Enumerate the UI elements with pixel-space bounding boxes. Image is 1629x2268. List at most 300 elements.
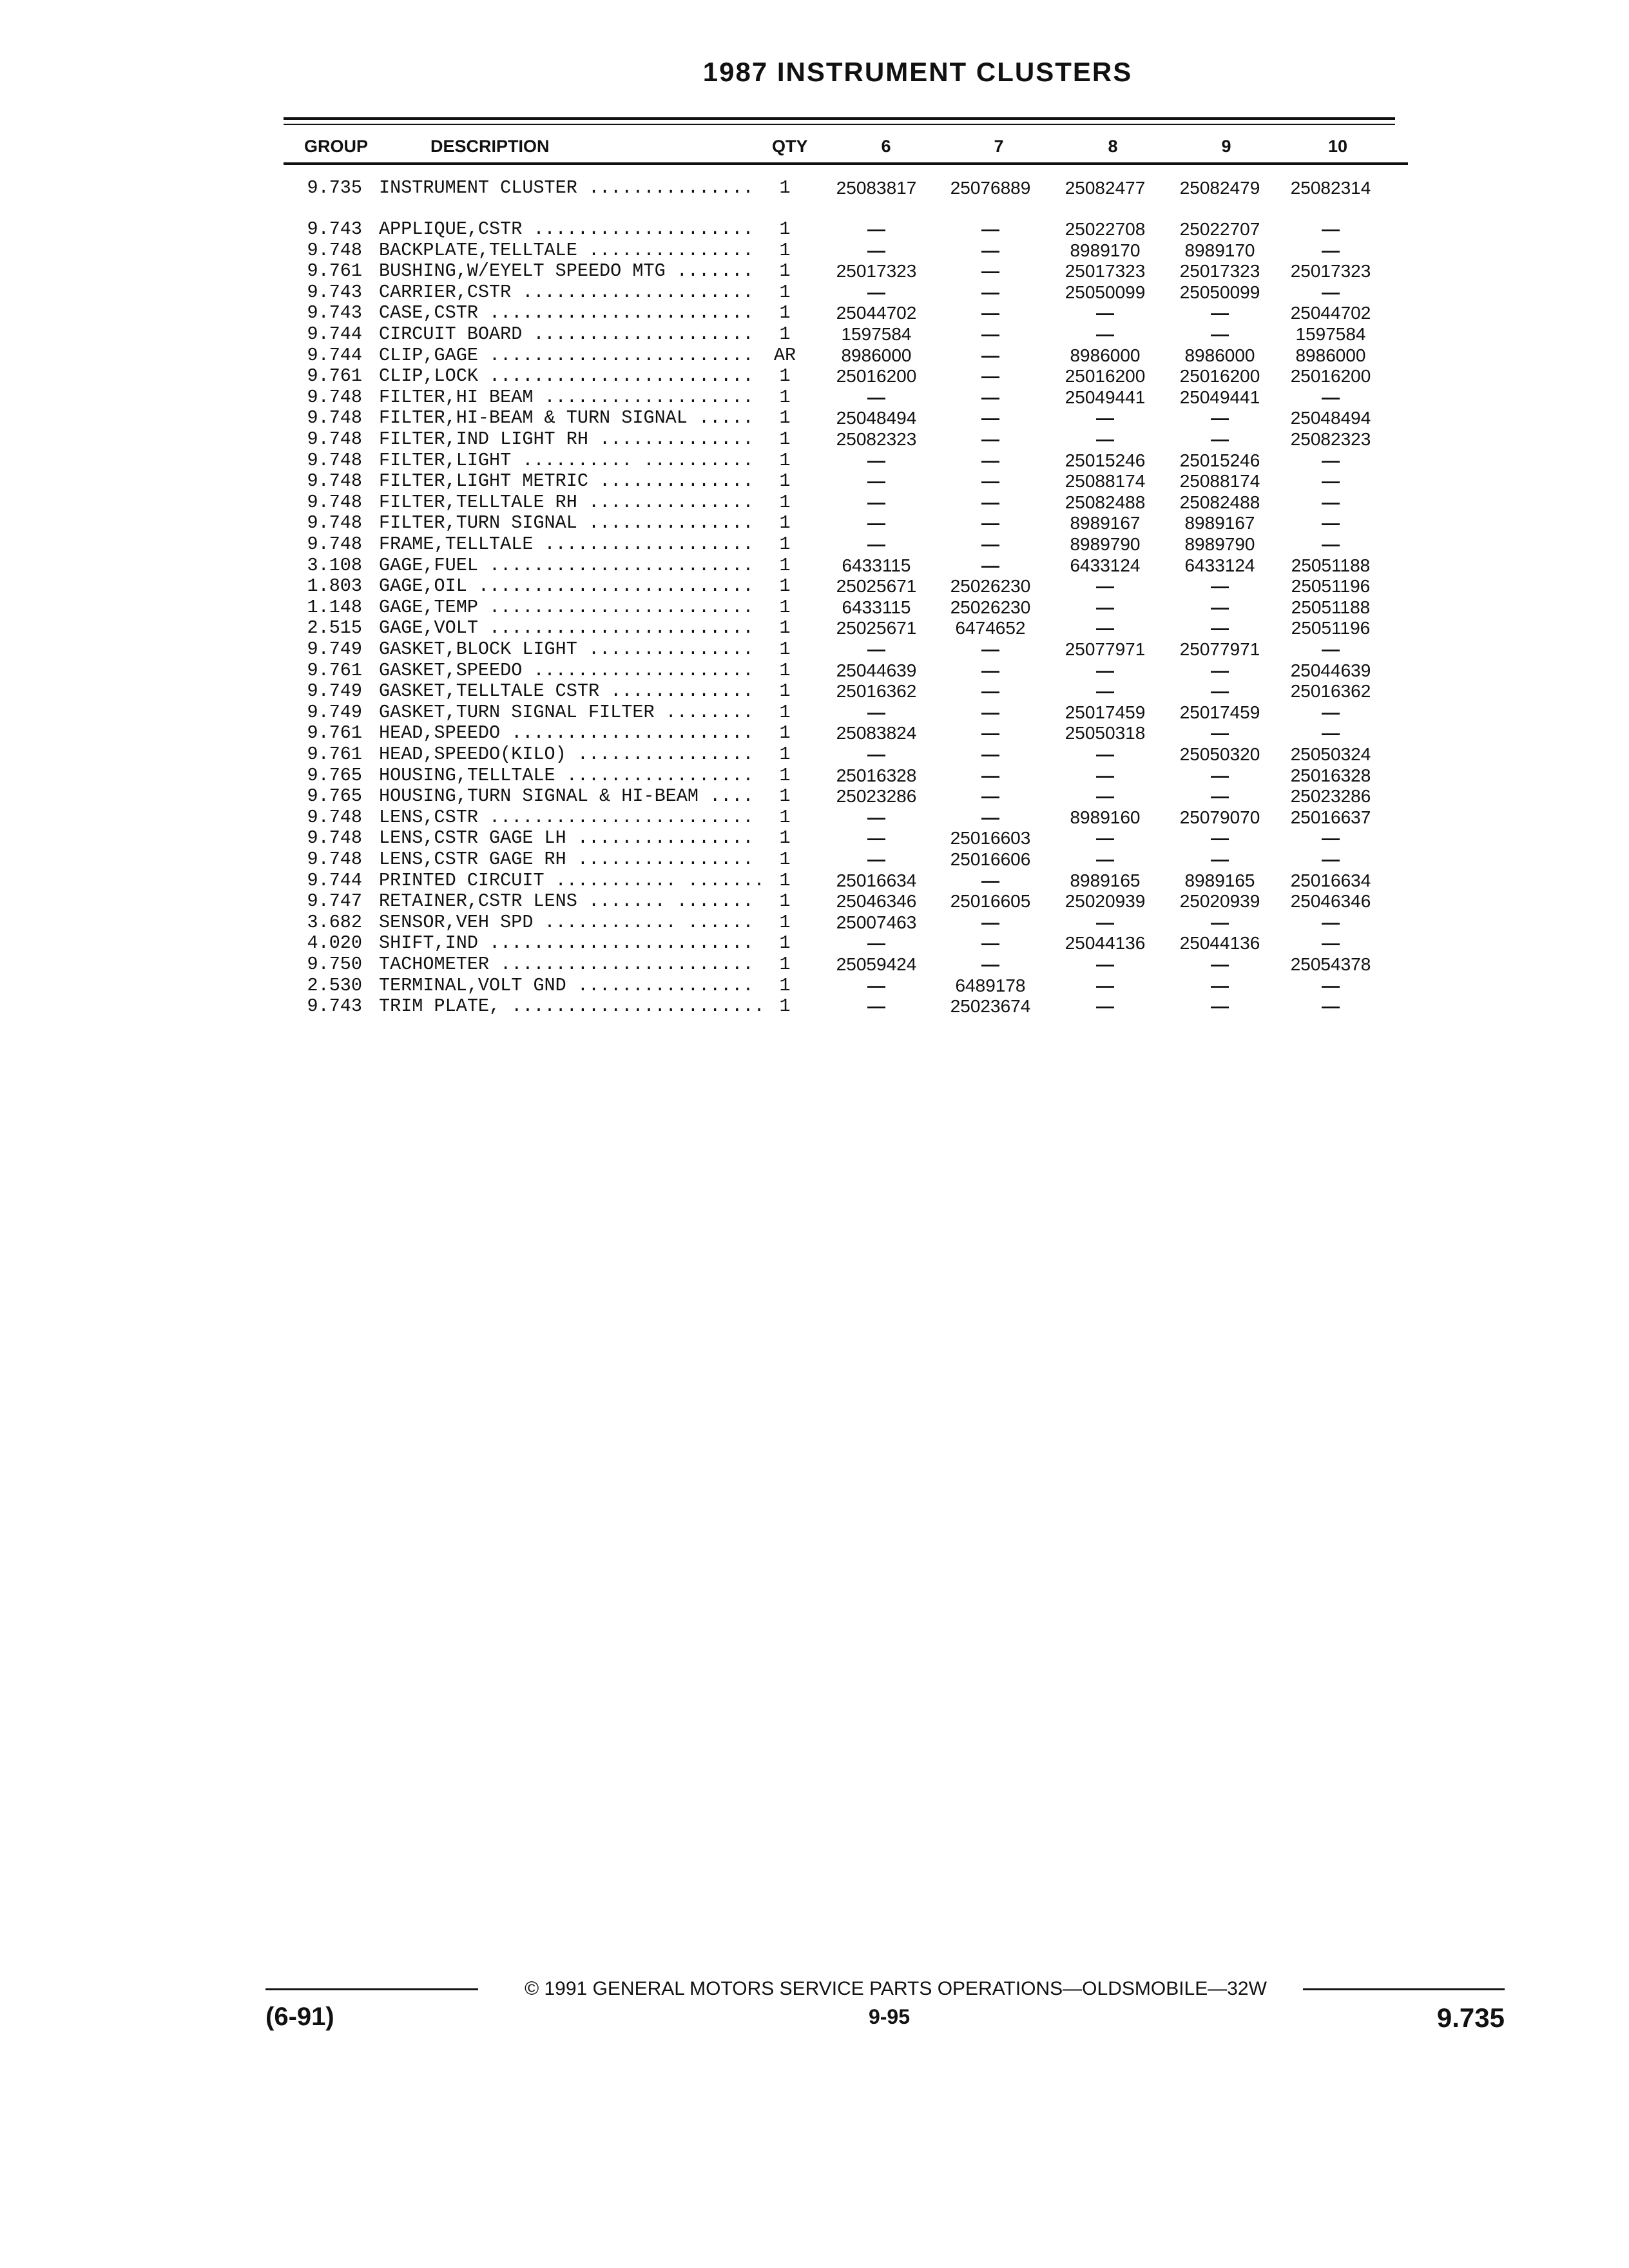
header-model: 8 bbox=[1108, 137, 1118, 156]
group-cell: 9.744 bbox=[307, 869, 362, 891]
part-number-cell: 25083817 bbox=[836, 178, 917, 198]
group-cell: 9.743 bbox=[307, 281, 362, 303]
header-model: 9 bbox=[1221, 137, 1231, 156]
part-number-cell: 25046346 bbox=[836, 891, 917, 912]
part-number-cell: — bbox=[1322, 723, 1340, 744]
part-number-cell: — bbox=[1322, 975, 1340, 995]
group-cell: 9.748 bbox=[307, 512, 362, 534]
part-number-cell: 25025671 bbox=[836, 576, 917, 597]
description-cell: GAGE,TEMP ........................ bbox=[379, 597, 754, 618]
part-number-cell: 25016200 bbox=[1290, 366, 1371, 387]
group-cell: 1.803 bbox=[307, 575, 362, 597]
qty-cell: 1 bbox=[779, 260, 791, 282]
part-number-cell: 25050099 bbox=[1065, 282, 1146, 302]
part-number-cell: 25023286 bbox=[1290, 786, 1371, 807]
part-number-cell: — bbox=[1211, 786, 1229, 807]
description-cell: GAGE,VOLT ........................ bbox=[379, 618, 754, 639]
part-number-cell: — bbox=[981, 429, 999, 449]
part-number-cell: 25017323 bbox=[1065, 261, 1146, 282]
description-cell: FILTER,HI-BEAM & TURN SIGNAL ..... bbox=[379, 408, 754, 429]
part-number-cell: — bbox=[981, 639, 999, 659]
group-cell: 9.761 bbox=[307, 260, 362, 282]
description-cell: CIRCUIT BOARD .................... bbox=[379, 324, 754, 345]
qty-cell: 1 bbox=[779, 974, 791, 996]
part-number-cell: — bbox=[1211, 597, 1229, 617]
part-number-cell: — bbox=[1322, 471, 1340, 492]
qty-cell: 1 bbox=[779, 218, 791, 240]
part-number-cell: — bbox=[867, 387, 885, 407]
part-number-cell: — bbox=[981, 681, 999, 702]
part-number-cell: — bbox=[1211, 576, 1229, 597]
part-number-cell: 25020939 bbox=[1179, 891, 1260, 912]
part-number-cell: — bbox=[1211, 723, 1229, 744]
qty-cell: 1 bbox=[779, 323, 791, 345]
qty-cell: 1 bbox=[779, 533, 791, 555]
description-cell: HEAD,SPEEDO ...................... bbox=[379, 723, 754, 744]
part-number-cell: — bbox=[1322, 534, 1340, 554]
part-number-cell: 25022707 bbox=[1179, 219, 1260, 239]
qty-cell: 1 bbox=[779, 617, 791, 639]
part-number-cell: — bbox=[867, 702, 885, 722]
group-cell: 2.515 bbox=[307, 617, 362, 639]
part-number-cell: 25059424 bbox=[836, 954, 917, 974]
qty-cell: 1 bbox=[779, 177, 791, 198]
part-number-cell: 8989790 bbox=[1070, 534, 1141, 554]
part-number-cell: 25016328 bbox=[1290, 765, 1371, 785]
part-number-cell: — bbox=[867, 219, 885, 239]
part-number-cell: 25044702 bbox=[836, 303, 917, 323]
qty-cell: 1 bbox=[779, 239, 791, 261]
qty-cell: 1 bbox=[779, 491, 791, 513]
part-number-cell: 6489178 bbox=[955, 975, 1026, 995]
part-number-cell: — bbox=[867, 534, 885, 554]
part-number-cell: 8989167 bbox=[1184, 513, 1255, 533]
part-number-cell: — bbox=[867, 975, 885, 995]
group-cell: 9.744 bbox=[307, 344, 362, 366]
description-cell: GAGE,OIL ......................... bbox=[379, 576, 754, 597]
part-number-cell: — bbox=[867, 744, 885, 764]
group-cell: 9.761 bbox=[307, 744, 362, 765]
group-cell: 9.765 bbox=[307, 764, 362, 786]
description-cell: FRAME,TELLTALE ................... bbox=[379, 534, 754, 555]
part-number-cell: 25044136 bbox=[1065, 933, 1146, 954]
footer-page-number: 9-95 bbox=[868, 2005, 911, 2028]
part-number-cell: 1597584 bbox=[841, 324, 912, 344]
part-number-cell: 25017323 bbox=[1179, 261, 1260, 282]
part-number-cell: — bbox=[867, 492, 885, 512]
description-cell: APPLIQUE,CSTR .................... bbox=[379, 219, 754, 240]
part-number-cell: 25016603 bbox=[950, 828, 1031, 849]
description-cell: FILTER,TELLTALE RH ............... bbox=[379, 492, 754, 513]
part-number-cell: — bbox=[981, 261, 999, 282]
part-number-cell: 8986000 bbox=[841, 345, 912, 365]
part-number-cell: 25007463 bbox=[836, 912, 917, 932]
part-number-cell: 25026230 bbox=[950, 576, 1031, 597]
qty-cell: 1 bbox=[779, 995, 791, 1017]
group-cell: 9.748 bbox=[307, 827, 362, 849]
header-model: 10 bbox=[1327, 137, 1348, 156]
group-cell: 9.748 bbox=[307, 386, 362, 408]
footer-rule-right bbox=[1303, 1988, 1505, 1990]
part-number-cell: 25044639 bbox=[1290, 660, 1371, 680]
description-cell: HEAD,SPEEDO(KILO) ................ bbox=[379, 744, 754, 765]
part-number-cell: 25044639 bbox=[836, 660, 917, 680]
part-number-cell: 25082314 bbox=[1290, 178, 1371, 198]
description-cell: LENS,CSTR GAGE RH ................ bbox=[379, 849, 754, 870]
group-cell: 9.743 bbox=[307, 302, 362, 324]
description-cell: TERMINAL,VOLT GND ................ bbox=[379, 975, 754, 996]
top-rule bbox=[284, 117, 1395, 120]
part-number-cell: — bbox=[1211, 303, 1229, 323]
part-number-cell: — bbox=[867, 471, 885, 492]
part-number-cell: 25016634 bbox=[1290, 870, 1371, 890]
group-cell: 9.748 bbox=[307, 470, 362, 492]
part-number-cell: 25050099 bbox=[1179, 282, 1260, 302]
part-number-cell: — bbox=[867, 639, 885, 659]
part-number-cell: 25016200 bbox=[1065, 366, 1146, 387]
part-number-cell: 8989167 bbox=[1070, 513, 1141, 533]
part-number-cell: 25077971 bbox=[1065, 639, 1146, 659]
qty-cell: 1 bbox=[779, 428, 791, 450]
description-cell: PRINTED CIRCUIT ........... ....... bbox=[379, 870, 765, 891]
part-number-cell: — bbox=[1096, 996, 1114, 1017]
description-cell: SENSOR,VEH SPD ............ ...... bbox=[379, 912, 754, 933]
part-number-cell: 25016362 bbox=[836, 681, 917, 702]
part-number-cell: 25016328 bbox=[836, 765, 917, 785]
part-number-cell: — bbox=[1322, 387, 1340, 407]
part-number-cell: — bbox=[981, 366, 999, 387]
description-cell: GASKET,SPEEDO .................... bbox=[379, 660, 754, 681]
group-cell: 9.749 bbox=[307, 680, 362, 702]
description-cell: FILTER,IND LIGHT RH .............. bbox=[379, 429, 754, 450]
header-group: GROUP bbox=[304, 137, 369, 156]
description-cell: HOUSING,TURN SIGNAL & HI-BEAM .... bbox=[379, 786, 754, 807]
part-number-cell: 25016362 bbox=[1290, 681, 1371, 702]
column-header-row bbox=[0, 137, 1629, 162]
group-cell: 9.735 bbox=[307, 177, 362, 198]
description-cell: LENS,CSTR ........................ bbox=[379, 807, 754, 828]
part-number-cell: 6474652 bbox=[955, 618, 1026, 639]
part-number-cell: — bbox=[1322, 219, 1340, 239]
part-number-cell: 6433115 bbox=[842, 555, 911, 575]
part-number-cell: 6433115 bbox=[842, 597, 911, 617]
part-number-cell: — bbox=[981, 534, 999, 554]
description-cell: CLIP,GAGE ........................ bbox=[379, 345, 754, 366]
part-number-cell: — bbox=[981, 912, 999, 932]
part-number-cell: — bbox=[981, 219, 999, 239]
part-number-cell: — bbox=[1096, 849, 1114, 869]
qty-cell: 1 bbox=[779, 639, 791, 660]
header-model: 6 bbox=[881, 137, 891, 156]
part-number-cell: — bbox=[1322, 702, 1340, 722]
part-number-cell: 25082479 bbox=[1179, 178, 1260, 198]
part-number-cell: 6433124 bbox=[1070, 555, 1141, 575]
part-number-cell: 25015246 bbox=[1179, 450, 1260, 470]
part-number-cell: — bbox=[1096, 429, 1114, 449]
group-cell: 9.748 bbox=[307, 806, 362, 828]
description-cell: GASKET,BLOCK LIGHT ............... bbox=[379, 639, 754, 660]
description-cell: BACKPLATE,TELLTALE ............... bbox=[379, 240, 754, 261]
part-number-cell: — bbox=[1211, 618, 1229, 639]
part-number-cell: — bbox=[1211, 660, 1229, 680]
qty-cell: 1 bbox=[779, 806, 791, 828]
part-number-cell: 8989790 bbox=[1184, 534, 1255, 554]
part-number-cell: — bbox=[1211, 408, 1229, 428]
part-number-cell: — bbox=[981, 744, 999, 764]
part-number-cell: — bbox=[981, 555, 999, 575]
part-number-cell: — bbox=[981, 345, 999, 365]
part-number-cell: — bbox=[1096, 681, 1114, 702]
group-cell: 9.743 bbox=[307, 218, 362, 240]
part-number-cell: — bbox=[981, 450, 999, 470]
part-number-cell: 25051188 bbox=[1291, 597, 1371, 617]
part-number-cell: — bbox=[1322, 513, 1340, 533]
part-number-cell: 1597584 bbox=[1295, 324, 1366, 344]
group-cell: 9.748 bbox=[307, 449, 362, 471]
description-cell: SHIFT,IND ........................ bbox=[379, 933, 754, 954]
group-cell: 3.682 bbox=[307, 911, 362, 933]
part-number-cell: 8986000 bbox=[1070, 345, 1141, 365]
description-cell: RETAINER,CSTR LENS ....... ....... bbox=[379, 891, 754, 912]
part-number-cell: — bbox=[1096, 912, 1114, 932]
part-number-cell: 25023674 bbox=[950, 996, 1031, 1017]
qty-cell: 1 bbox=[779, 365, 791, 387]
qty-cell: 1 bbox=[779, 890, 791, 912]
part-number-cell: — bbox=[867, 807, 885, 827]
part-number-cell: — bbox=[867, 282, 885, 302]
part-number-cell: — bbox=[1322, 282, 1340, 302]
part-number-cell: 25088174 bbox=[1179, 471, 1260, 492]
part-number-cell: — bbox=[981, 702, 999, 722]
qty-cell: 1 bbox=[779, 954, 791, 975]
part-number-cell: 25050324 bbox=[1290, 744, 1371, 764]
qty-cell: AR bbox=[773, 344, 796, 366]
part-number-cell: 25017459 bbox=[1179, 702, 1260, 722]
part-number-cell: — bbox=[1211, 912, 1229, 932]
part-number-cell: 25082477 bbox=[1065, 178, 1146, 198]
part-number-cell: 25025671 bbox=[836, 618, 917, 639]
header-model: 7 bbox=[994, 137, 1004, 156]
qty-cell: 1 bbox=[779, 680, 791, 702]
group-cell: 9.748 bbox=[307, 533, 362, 555]
part-number-cell: 25044136 bbox=[1179, 933, 1260, 954]
group-cell: 9.743 bbox=[307, 995, 362, 1017]
part-number-cell: — bbox=[1322, 450, 1340, 470]
description-cell: CARRIER,CSTR ..................... bbox=[379, 282, 754, 303]
part-number-cell: 25082488 bbox=[1065, 492, 1146, 512]
part-number-cell: 25016637 bbox=[1290, 807, 1371, 827]
part-number-cell: — bbox=[1096, 408, 1114, 428]
qty-cell: 1 bbox=[779, 869, 791, 891]
qty-cell: 1 bbox=[779, 449, 791, 471]
part-number-cell: — bbox=[981, 408, 999, 428]
part-number-cell: 25023286 bbox=[836, 786, 917, 807]
group-cell: 9.748 bbox=[307, 407, 362, 429]
part-number-cell: — bbox=[1096, 618, 1114, 639]
part-number-cell: — bbox=[1096, 303, 1114, 323]
qty-cell: 1 bbox=[779, 596, 791, 618]
part-number-cell: 25083824 bbox=[836, 723, 917, 744]
part-number-cell: 25079070 bbox=[1179, 807, 1260, 827]
part-number-cell: — bbox=[1096, 660, 1114, 680]
part-number-cell: — bbox=[981, 870, 999, 890]
part-number-cell: 25016634 bbox=[836, 870, 917, 890]
part-number-cell: — bbox=[1096, 975, 1114, 995]
part-number-cell: — bbox=[981, 786, 999, 807]
part-number-cell: 25016606 bbox=[950, 849, 1031, 869]
part-number-cell: 8989170 bbox=[1070, 240, 1141, 260]
part-number-cell: 25076889 bbox=[950, 178, 1031, 198]
part-number-cell: — bbox=[1211, 849, 1229, 869]
part-number-cell: 8986000 bbox=[1184, 345, 1255, 365]
group-cell: 3.108 bbox=[307, 554, 362, 576]
description-cell: GASKET,TURN SIGNAL FILTER ........ bbox=[379, 702, 754, 723]
part-number-cell: — bbox=[981, 660, 999, 680]
qty-cell: 1 bbox=[779, 785, 791, 807]
group-cell: 1.148 bbox=[307, 596, 362, 618]
qty-cell: 1 bbox=[779, 302, 791, 324]
part-number-cell: 8989160 bbox=[1070, 807, 1141, 827]
description-cell: CLIP,LOCK ........................ bbox=[379, 366, 754, 387]
group-cell: 4.020 bbox=[307, 932, 362, 954]
part-number-cell: — bbox=[867, 513, 885, 533]
part-number-cell: 25022708 bbox=[1065, 219, 1146, 239]
part-number-cell: — bbox=[981, 765, 999, 785]
part-number-cell: — bbox=[981, 807, 999, 827]
part-number-cell: — bbox=[867, 996, 885, 1017]
group-cell: 2.530 bbox=[307, 974, 362, 996]
qty-cell: 1 bbox=[779, 722, 791, 744]
qty-cell: 1 bbox=[779, 744, 791, 765]
part-number-cell: — bbox=[1096, 765, 1114, 785]
part-number-cell: 25051188 bbox=[1291, 555, 1371, 575]
part-number-cell: — bbox=[981, 282, 999, 302]
footer-section-number: 9.735 bbox=[1436, 2003, 1505, 2033]
part-number-cell: — bbox=[867, 933, 885, 954]
group-cell: 9.748 bbox=[307, 491, 362, 513]
part-number-cell: — bbox=[981, 933, 999, 954]
qty-cell: 1 bbox=[779, 512, 791, 534]
description-cell: TACHOMETER ....................... bbox=[379, 954, 754, 975]
part-number-cell: — bbox=[1211, 765, 1229, 785]
part-number-cell: — bbox=[1096, 828, 1114, 849]
part-number-cell: — bbox=[1096, 744, 1114, 764]
description-cell: FILTER,LIGHT METRIC .............. bbox=[379, 471, 754, 492]
part-number-cell: — bbox=[867, 849, 885, 869]
description-cell: GAGE,FUEL ........................ bbox=[379, 555, 754, 576]
qty-cell: 1 bbox=[779, 554, 791, 576]
group-cell: 9.761 bbox=[307, 365, 362, 387]
part-number-cell: 25017323 bbox=[1290, 261, 1371, 282]
part-number-cell: — bbox=[1096, 786, 1114, 807]
description-cell: FILTER,HI BEAM ................... bbox=[379, 387, 754, 408]
qty-cell: 1 bbox=[779, 764, 791, 786]
part-number-cell: — bbox=[867, 240, 885, 260]
description-cell: TRIM PLATE, ....................... bbox=[379, 996, 765, 1017]
part-number-cell: 6433124 bbox=[1184, 555, 1255, 575]
part-number-cell: — bbox=[867, 450, 885, 470]
part-number-cell: 25088174 bbox=[1065, 471, 1146, 492]
group-cell: 9.744 bbox=[307, 323, 362, 345]
top-rule-thin bbox=[284, 124, 1395, 125]
part-number-cell: 25017323 bbox=[836, 261, 917, 282]
part-number-cell: 8989170 bbox=[1184, 240, 1255, 260]
part-number-cell: — bbox=[981, 513, 999, 533]
part-number-cell: — bbox=[1211, 954, 1229, 974]
qty-cell: 1 bbox=[779, 932, 791, 954]
part-number-cell: — bbox=[1211, 828, 1229, 849]
part-number-cell: 25050320 bbox=[1179, 744, 1260, 764]
description-cell: LENS,CSTR GAGE LH ................ bbox=[379, 828, 754, 849]
part-number-cell: 25020939 bbox=[1065, 891, 1146, 912]
part-number-cell: — bbox=[981, 387, 999, 407]
part-number-cell: 25016200 bbox=[1179, 366, 1260, 387]
description-cell: CASE,CSTR ........................ bbox=[379, 303, 754, 324]
part-number-cell: 8989165 bbox=[1070, 870, 1141, 890]
description-cell: FILTER,LIGHT .......... .......... bbox=[379, 450, 754, 471]
part-number-cell: 25077971 bbox=[1179, 639, 1260, 659]
qty-cell: 1 bbox=[779, 407, 791, 429]
description-cell: HOUSING,TELLTALE ................. bbox=[379, 765, 754, 786]
part-number-cell: — bbox=[867, 828, 885, 849]
part-number-cell: 25051196 bbox=[1291, 576, 1371, 597]
part-number-cell: 25051196 bbox=[1291, 618, 1371, 639]
group-cell: 9.748 bbox=[307, 239, 362, 261]
qty-cell: 1 bbox=[779, 659, 791, 681]
group-cell: 9.748 bbox=[307, 849, 362, 870]
header-rule bbox=[284, 162, 1408, 165]
qty-cell: 1 bbox=[779, 281, 791, 303]
part-number-cell: 25082323 bbox=[836, 429, 917, 449]
group-cell: 9.761 bbox=[307, 722, 362, 744]
part-number-cell: 25054378 bbox=[1290, 954, 1371, 974]
description-cell: FILTER,TURN SIGNAL ............... bbox=[379, 513, 754, 534]
part-number-cell: — bbox=[1211, 996, 1229, 1017]
part-number-cell: 25048494 bbox=[1290, 408, 1371, 428]
qty-cell: 1 bbox=[779, 849, 791, 870]
part-number-cell: — bbox=[1211, 975, 1229, 995]
qty-cell: 1 bbox=[779, 575, 791, 597]
part-number-cell: 25049441 bbox=[1065, 387, 1146, 407]
description-cell: INSTRUMENT CLUSTER ............... bbox=[379, 178, 754, 198]
part-number-cell: 25048494 bbox=[836, 408, 917, 428]
part-number-cell: — bbox=[981, 240, 999, 260]
group-cell: 9.765 bbox=[307, 785, 362, 807]
part-number-cell: 25049441 bbox=[1179, 387, 1260, 407]
part-number-cell: — bbox=[1322, 639, 1340, 659]
part-number-cell: 25026230 bbox=[950, 597, 1031, 617]
part-number-cell: — bbox=[981, 492, 999, 512]
part-number-cell: — bbox=[1322, 828, 1340, 849]
part-number-cell: 8989165 bbox=[1184, 870, 1255, 890]
qty-cell: 1 bbox=[779, 386, 791, 408]
part-number-cell: — bbox=[1322, 996, 1340, 1017]
part-number-cell: — bbox=[1322, 849, 1340, 869]
part-number-cell: — bbox=[1096, 576, 1114, 597]
part-number-cell: — bbox=[1322, 240, 1340, 260]
part-number-cell: — bbox=[981, 324, 999, 344]
part-number-cell: — bbox=[1096, 954, 1114, 974]
footer-date-code: (6-91) bbox=[265, 2003, 334, 2031]
group-cell: 9.750 bbox=[307, 954, 362, 975]
qty-cell: 1 bbox=[779, 470, 791, 492]
qty-cell: 1 bbox=[779, 911, 791, 933]
part-number-cell: — bbox=[1322, 912, 1340, 932]
part-number-cell: — bbox=[1322, 933, 1340, 954]
part-number-cell: — bbox=[1211, 324, 1229, 344]
description-cell: GASKET,TELLTALE CSTR ............. bbox=[379, 681, 754, 702]
part-number-cell: 25082488 bbox=[1179, 492, 1260, 512]
